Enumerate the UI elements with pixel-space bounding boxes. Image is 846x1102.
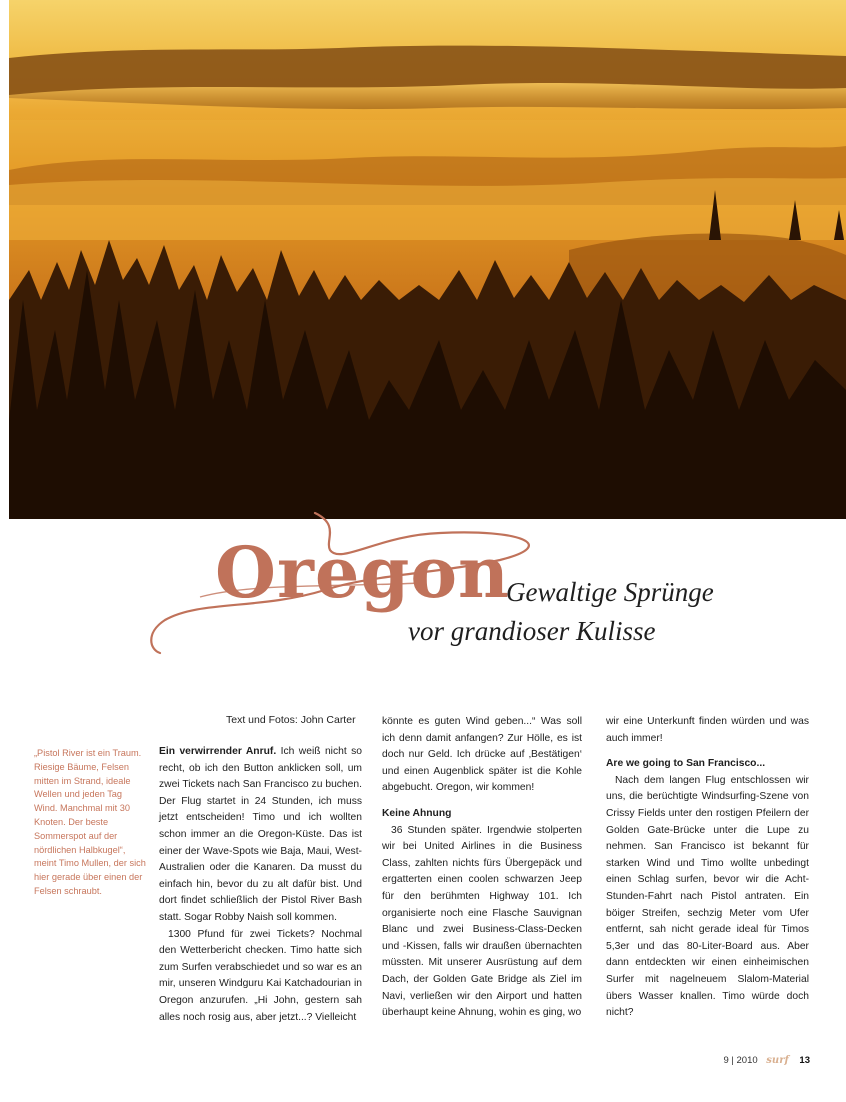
title-oregon: Oregon: [215, 531, 510, 614]
forest-sunrise-photo: [9, 0, 846, 519]
subheading-san-francisco: Are we going to San Francisco...: [606, 758, 766, 770]
paragraph-2: 1300 Pfund für zwei Tickets? Nochmal den Wetterbericht checken. Timo hatte sich zum Surfen verabschiedet und so war es an mir, unseren Windguru Kai Katchadourian in Oregon anzurufen. „Hi John, gestern sah alles noch rosig aus, aber jetzt...? Vielleicht: [159, 928, 362, 1023]
paragraph-continued: wir eine Unterkunft finden würden und was auch immer!: [606, 716, 809, 744]
lead-heading: Ein verwirrender Anruf.: [159, 746, 277, 757]
paragraph-3: 36 Stunden später. Irgendwie stolperten wir bei United Airlines in die Business Class, zahlten nichts fürs Übergepäck und ergatterten einen coolen schwarzen Jeep für den berühmten Highway 101. Ich organisierte noch eine Flasche Sauvignan Blanc und zwei Business-Class-Decken und -Kissen, falls wir draußen übernachten müssten. Mit unserer Ausrüstung auf dem Dach, der Golden Gate Bridge als Ziel im Navi, verließen wir den Airport und hatten überhaupt keine Ahnung, wohin es ging, wo: [382, 824, 582, 1019]
paragraph-continued: könnte es guten Wind geben...“ Was soll ich denn damit anfangen? Zur Hölle, es ist doch nur Geld. Ich drücke auf ‚Bestätigen‘ und einen Augenblick später ist die Kohle abgebucht. Oregon, wir kommen!: [382, 716, 582, 794]
photo-caption: „Pistol River ist ein Traum. Riesige Bäume, Felsen mitten im Strand, ideale Wellen und jeden Tag Wind. Manchmal mit 30 Knoten. Der beste Sommerspot auf der nördlichen Halbkugel“, meint Timo Mullen, der sich hier gerade über einen der Felsen schraubt.: [34, 748, 146, 896]
lead-paragraph: Ich weiß nicht so recht, ob ich den Button anklicken soll, um zwei Tickets nach San Francisco zu buchen. Der Flug startet in 24 Stunden, ich muss jetzt entscheiden! Timo und ich wollten schon immer an die Oregon-Küste. Das ist einer der Wave-Spots wie Baja, Maui, West-Australien oder die Kanaren. Da musst du einfach hin, bevor du zu alt dafür bist. Und dort findet schließlich der Pistol River Bash statt. Sogar Robby Naish soll kommen.: [159, 746, 362, 923]
page-footer: [723, 1055, 810, 1066]
surf-logo: surf: [766, 1055, 789, 1066]
article-column-3: [606, 714, 809, 1022]
issue-number: 9 | 2010: [723, 1055, 758, 1066]
article-column-1: [159, 744, 362, 1026]
article-column-2: [382, 714, 582, 1022]
subheading-keine-ahnung: Keine Ahnung: [382, 807, 452, 819]
page-number: 13: [799, 1055, 810, 1066]
subtitle-line-2: vor grandioser Kulisse: [408, 616, 656, 646]
author-credit: Text und Fotos: John Carter: [226, 714, 356, 726]
subtitle-line-1: Gewaltige Sprünge: [506, 577, 714, 607]
paragraph-4: Nach dem langen Flug entschlossen wir uns, die berüchtigte Windsurfing-Szene von Crissy Fields unter den rostigen Pfeilern der Golden Gate-Brücke unter die Lupe zu nehmen. San Francisco ist bekannt für starken Wind und Timo wollte unbedingt einen Schlag surfen, bevor wir die Acht-Stunden-Fahrt nach Pistol antraten. Ein böiger Streifen, sechzig Meter vom Ufer entfernt, sah nicht gerade ideal für Timos 5,3er und das 80-Liter-Board aus. Aber dann entdeckten wir einen einheimischen Surfer mit nagelneuem Slalom-Material übers Wasser knallen. Timo würde doch nicht?: [606, 774, 809, 1019]
